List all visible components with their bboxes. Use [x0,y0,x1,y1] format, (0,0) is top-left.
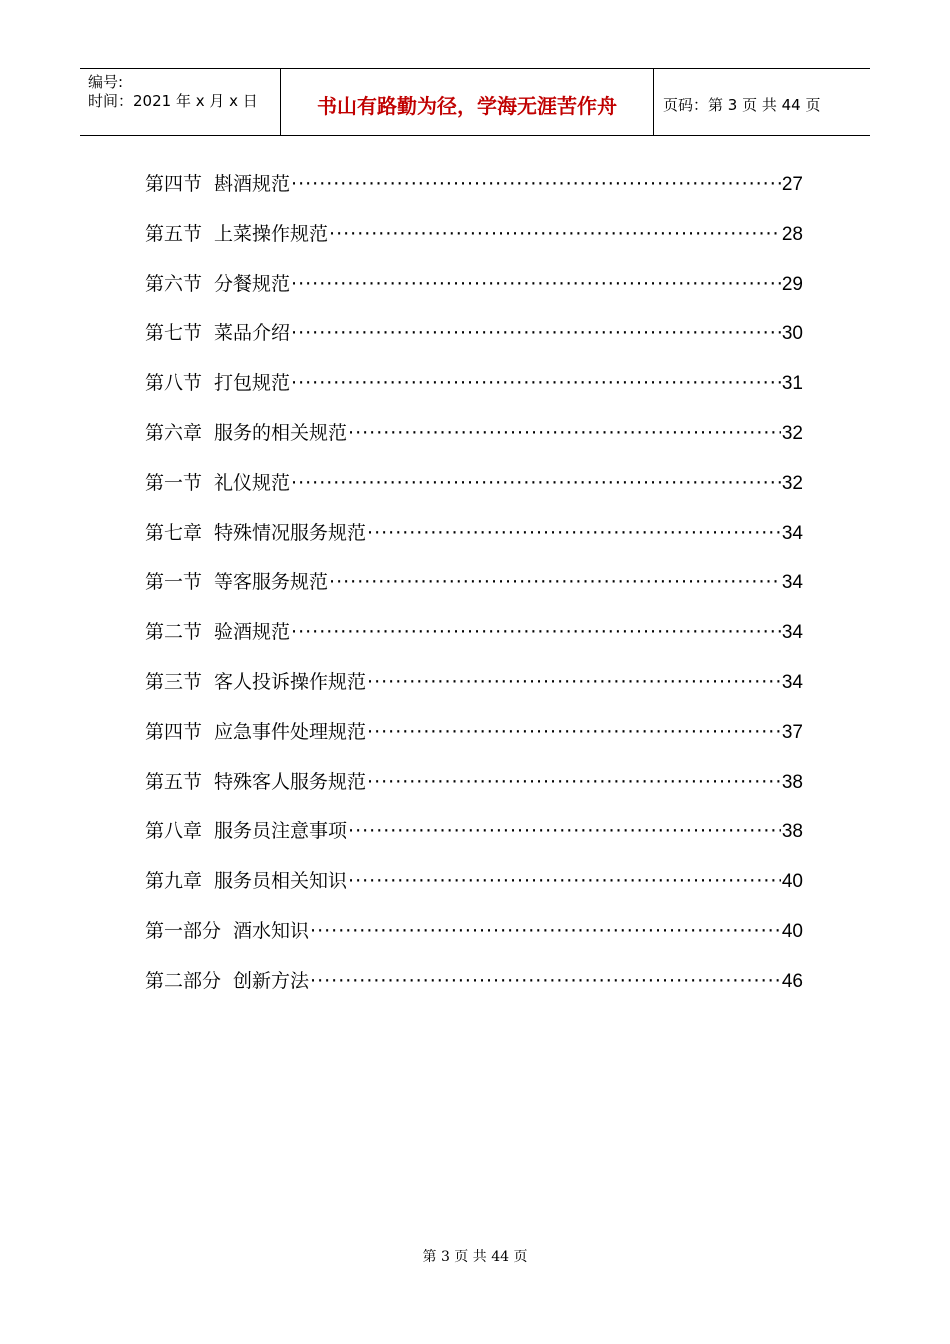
toc-leader-dots [348,864,781,898]
toc-entry-title: 服务员相关知识 [214,870,348,893]
toc-entry-page: 28 [781,223,803,245]
toc-entry-number: 第一节 [145,471,203,494]
toc-entry[interactable] [145,267,803,317]
page-footer: 第 3 页 共 44 页 [422,1249,528,1265]
toc-entry[interactable] [145,814,803,864]
toc-entry-number: 第五节 [145,770,203,793]
toc-entry-number: 第三节 [145,670,203,693]
toc-leader-dots [329,217,781,251]
toc-entry-page: 29 [781,273,803,295]
toc-leader-dots [310,964,781,998]
toc-entry-title: 特殊客人服务规范 [214,770,367,793]
toc-entry-page: 40 [781,920,803,942]
toc-entry-page: 34 [781,622,803,644]
toc-entry-number: 第一部分 [145,919,222,942]
toc-entry[interactable] [145,864,803,914]
toc-entry[interactable] [145,565,803,615]
toc-entry-title: 分餐规范 [214,272,291,295]
toc-entry-number: 第二节 [145,621,203,644]
toc-entry[interactable] [145,615,803,665]
toc-entry-page: 46 [781,970,803,992]
toc-entry-title: 斟酒规范 [214,173,291,195]
toc-entry-page: 40 [781,871,803,893]
toc-entry-title: 特殊情况服务规范 [214,521,367,544]
toc-entry[interactable] [145,416,803,466]
toc-entry-page: 38 [781,821,803,843]
toc-entry-number: 第七节 [145,322,203,345]
toc-entry-number: 第一节 [145,571,203,594]
toc-entry-title: 等客服务规范 [214,571,329,594]
toc-leader-dots [367,715,781,749]
toc-entry[interactable] [145,466,803,516]
toc-entry-page: 34 [781,522,803,544]
document-number-label: 编号: [88,73,124,91]
toc-entry-number: 第四节 [145,173,203,195]
toc-entry-number: 第六节 [145,272,203,295]
toc-entry-number: 第八节 [145,372,203,395]
toc-entry-number: 第五节 [145,222,203,245]
header-page-info: 页码：第 3 页 共 44 页 [663,95,821,114]
toc-entry-title: 客人投诉操作规范 [214,670,367,693]
toc-leader-dots [291,267,781,301]
toc-entry-title: 菜品介绍 [214,322,291,345]
header-motto: 书山有路勤为径，学海无涯苦作舟 [281,69,654,135]
toc-entry-page: 34 [781,572,803,594]
toc-entry-number: 第八章 [145,820,203,843]
page-header [80,68,870,136]
toc-entry[interactable] [145,316,803,366]
header-meta [80,69,281,135]
toc-entry-title: 上菜操作规范 [214,222,329,245]
toc-entry-number: 第六章 [145,421,203,444]
toc-entry-page: 38 [781,771,803,793]
toc-entry[interactable] [145,765,803,815]
table-of-contents [145,167,803,1014]
toc-entry-number: 第七章 [145,521,203,544]
toc-leader-dots [291,615,781,649]
toc-entry-page: 32 [781,422,803,444]
toc-entry-title: 验酒规范 [214,621,291,644]
toc-entry-title: 服务员注意事项 [214,820,348,843]
toc-leader-dots [291,466,781,500]
toc-entry[interactable] [145,217,803,267]
toc-leader-dots [310,914,781,948]
toc-entry-title: 礼仪规范 [214,471,291,494]
toc-entry[interactable] [145,715,803,765]
toc-entry-page: 27 [781,174,803,195]
toc-entry-page: 34 [781,671,803,693]
toc-entry[interactable] [145,964,803,1014]
toc-entry[interactable] [145,516,803,566]
document-date: 时间：2021 年 x 月 x 日 [88,92,258,110]
toc-entry[interactable] [145,366,803,416]
toc-entry-page: 32 [781,472,803,494]
toc-entry[interactable] [145,665,803,715]
toc-leader-dots [348,814,781,848]
toc-leader-dots [367,765,781,799]
toc-entry-title: 服务的相关规范 [214,421,348,444]
toc-leader-dots [291,316,781,350]
toc-leader-dots [367,665,781,699]
toc-entry-title: 创新方法 [233,969,310,992]
toc-entry-title: 酒水知识 [233,919,310,942]
toc-entry-page: 31 [781,373,803,395]
toc-entry-number: 第二部分 [145,969,222,992]
toc-entry-number: 第九章 [145,870,203,893]
toc-entry[interactable] [145,167,803,217]
toc-leader-dots [291,167,781,201]
toc-leader-dots [291,366,781,400]
toc-entry-page: 37 [781,721,803,743]
toc-leader-dots [367,516,781,550]
toc-entry-page: 30 [781,323,803,345]
toc-entry-title: 打包规范 [214,372,291,395]
toc-leader-dots [348,416,781,450]
toc-entry[interactable] [145,914,803,964]
toc-entry-title: 应急事件处理规范 [214,720,367,743]
toc-entry-number: 第四节 [145,720,203,743]
toc-leader-dots [329,565,781,599]
